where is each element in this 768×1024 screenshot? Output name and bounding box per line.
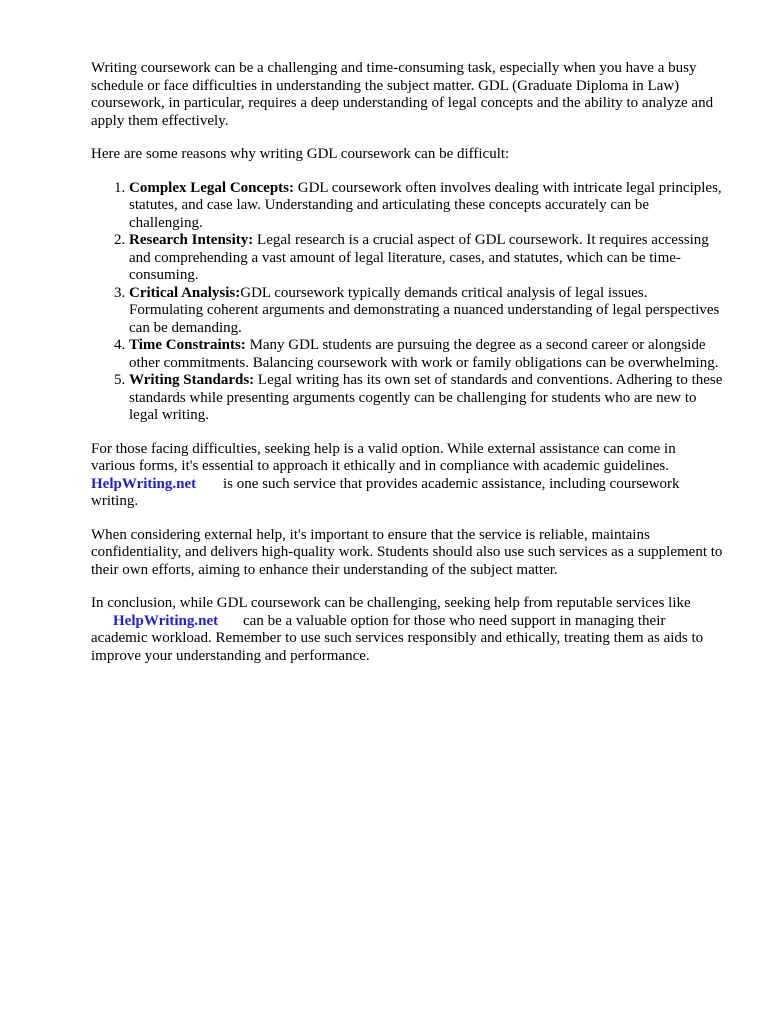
help-paragraph xyxy=(91,441,723,511)
reason-text: GDL coursework often involves dealing with intricate legal principles, statutes, and case law. Understanding and articulating these concepts accurately can be challenging. xyxy=(129,179,722,231)
help-text-after: is one such service that provides academic assistance, including coursework writing. xyxy=(91,475,680,509)
list-item xyxy=(129,180,723,233)
conclusion-paragraph xyxy=(91,595,723,665)
reason-term: Time Constraints: xyxy=(129,337,246,353)
helpwriting-link[interactable]: HelpWriting.net xyxy=(91,475,197,492)
reason-text: Legal research is a crucial aspect of GDL coursework. It requires accessing and comprehending a vast amount of legal literature, cases, and statutes, which can be time-consuming. xyxy=(129,232,709,283)
reasons-lead-paragraph: Here are some reasons why writing GDL coursework can be difficult: xyxy=(91,146,510,162)
list-item xyxy=(129,337,723,372)
reason-text: GDL coursework typically demands critical analysis of legal issues. Formulating coherent arguments and demonstrating a nuanced understanding of legal perspectives can be demanding. xyxy=(129,284,720,336)
list-item xyxy=(129,372,723,425)
help-text-before: For those facing difficulties, seeking help is a valid option. While external assistance can come in various forms, it's essential to approach it ethically and in compliance with academic guidelines. xyxy=(91,440,676,474)
list-item xyxy=(129,285,723,338)
reason-term: Writing Standards: xyxy=(129,372,255,388)
reason-term: Research Intensity: xyxy=(129,232,254,248)
conclusion-text-after: can be a valuable option for those who need support in managing their academic workload. Remember to use such services responsibly and ethically, treating them as aids to improve your understanding and performance. xyxy=(91,612,704,664)
intro-paragraph: Writing coursework can be a challenging and time-consuming task, especially when you have a busy schedule or face difficulties in understanding the subject matter. GDL (Graduate Diploma in Law) coursework, in particular, requires a deep understanding of legal concepts and the ability to analyze and apply them effectively. xyxy=(91,60,714,129)
document-page xyxy=(91,60,723,681)
reason-term: Complex Legal Concepts: xyxy=(129,179,294,196)
reason-term: Critical Analysis: xyxy=(129,284,241,301)
helpwriting-link[interactable]: HelpWriting.net xyxy=(113,612,219,629)
list-item xyxy=(129,232,723,285)
reason-text: Legal writing has its own set of standards and conventions. Adhering to these standards while presenting arguments cogently can be challenging for students who are new to legal writing. xyxy=(129,372,723,423)
conclusion-text-before: In conclusion, while GDL coursework can be challenging, seeking help from reputable services like xyxy=(91,595,691,611)
reasons-list xyxy=(91,180,723,425)
consider-paragraph: When considering external help, it's important to ensure that the service is reliable, maintains confidentiality, and delivers high-quality work. Students should also use such services as a supplement to their own efforts, aiming to enhance their understanding of the subject matter. xyxy=(91,526,723,578)
reason-text: Many GDL students are pursuing the degree as a second career or alongside other commitments. Balancing coursework with work or family obligations can be overwhelming. xyxy=(129,337,719,371)
